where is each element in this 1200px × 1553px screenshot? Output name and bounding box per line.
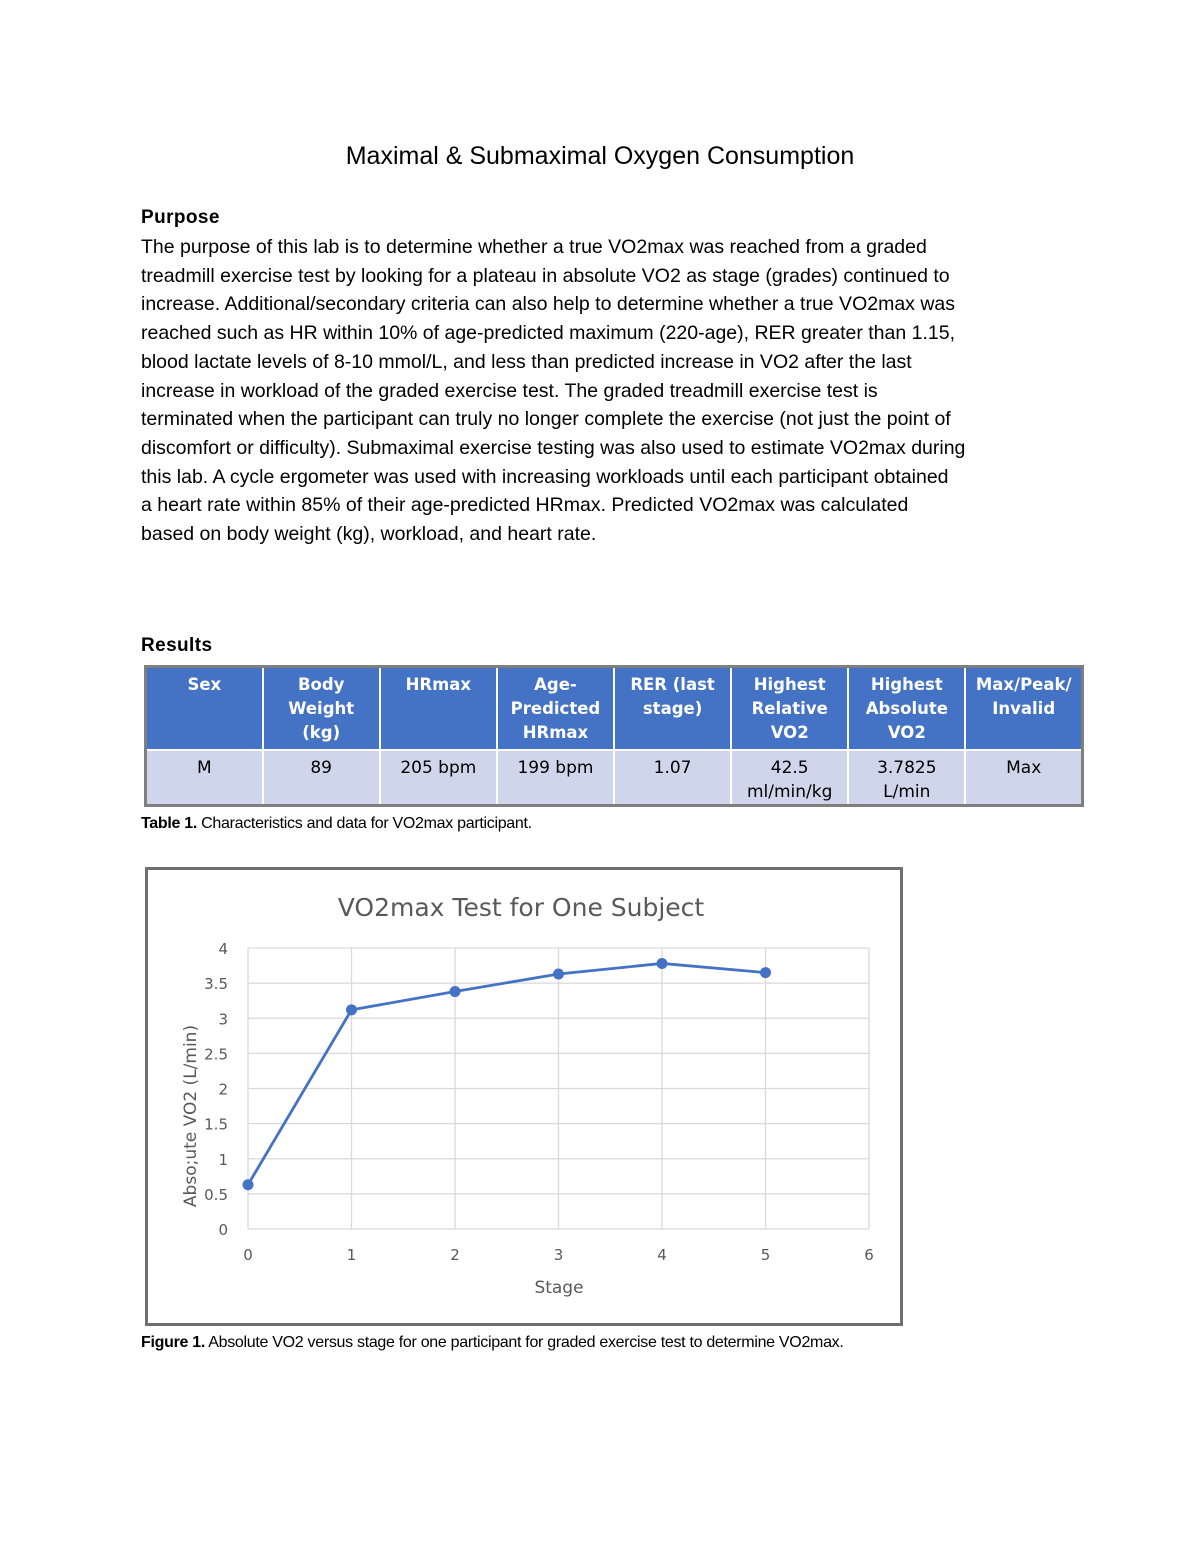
data-point (346, 1004, 357, 1015)
header-line: Highest (870, 675, 943, 694)
header-hrmax (380, 667, 497, 751)
header-line: VO2 (887, 723, 926, 742)
table-caption-text: Characteristics and data for VO2max participant. (197, 815, 532, 832)
x-tick-label: 6 (864, 1246, 874, 1264)
series-line (248, 963, 766, 1184)
table-header-row (146, 667, 1083, 751)
y-tick-label: 0 (218, 1221, 228, 1239)
cell-line: 3.7825 (877, 758, 937, 778)
purpose-paragraph (141, 233, 1071, 549)
header-line: Sex (187, 675, 222, 694)
table-caption (141, 815, 532, 833)
y-tick-label: 0.5 (204, 1185, 228, 1204)
x-tick-label: 2 (450, 1246, 460, 1264)
header-highest-relative-vo2 (731, 667, 848, 751)
data-point (243, 1179, 254, 1190)
header-max-peak-invalid (965, 667, 1082, 751)
purpose-line: based on body weight (kg), workload, and heart rate. (141, 523, 597, 546)
cell-line: L/min (883, 782, 931, 802)
data-point (760, 967, 771, 978)
y-axis-label: Abso;ute VO2 (L/min) (181, 1024, 201, 1208)
cell-sex (146, 750, 263, 806)
header-body-weight (263, 667, 380, 751)
cell-body-weight (263, 750, 380, 806)
figure-caption-text: Absolute VO2 versus stage for one participant for graded exercise test to determine VO2max. (204, 1334, 844, 1351)
results-table (144, 665, 1084, 807)
figure-caption-label: Figure 1. (141, 1334, 205, 1351)
figure-caption (141, 1334, 844, 1352)
chart-ticks (204, 940, 874, 1264)
purpose-line: this lab. A cycle ergometer was used with increasing workloads until each participant obtained (141, 465, 949, 488)
purpose-line: increase. Additional/secondary criteria can also help to determine whether a true VO2max was (141, 293, 956, 316)
cell-line: 1.07 (653, 758, 692, 778)
header-line: Weight (kg) (288, 699, 355, 742)
header-line: VO2 (770, 723, 809, 742)
purpose-line: increase in workload of the graded exercise test. The graded treadmill exercise test is (141, 379, 878, 402)
purpose-line: treadmill exercise test by looking for a plateau in absolute VO2 as stage (grades) continued to (141, 264, 950, 287)
header-line: Age- (534, 675, 577, 694)
purpose-line: a heart rate within 85% of their age-predicted HRmax. Predicted VO2max was calculated (141, 494, 909, 517)
y-tick-label: 2.5 (204, 1045, 228, 1064)
cell-line: 89 (310, 758, 332, 778)
header-line: Body (297, 675, 345, 694)
y-tick-label: 1.5 (204, 1115, 228, 1134)
header-line: Max/Peak/ (975, 675, 1072, 694)
y-tick-label: 3.5 (204, 975, 228, 994)
cell-highest-absolute-vo2 (848, 750, 965, 806)
x-tick-label: 1 (346, 1246, 357, 1264)
page-title: Maximal & Submaximal Oxygen Consumption (345, 142, 855, 170)
y-tick-label: 3 (218, 1010, 228, 1029)
y-tick-label: 2 (218, 1080, 228, 1099)
chart-grid (248, 948, 869, 1229)
cell-line: 42.5 (770, 758, 809, 778)
purpose-line: blood lactate levels of 8-10 mmol/L, and less than predicted increase in VO2 after the last (141, 350, 912, 373)
purpose-heading: Purpose (141, 207, 220, 228)
cell-rer (614, 750, 731, 806)
cell-max-peak-invalid (965, 750, 1082, 806)
header-line: Predicted (510, 699, 601, 718)
cell-line: M (196, 758, 212, 778)
cell-line: ml/min/kg (746, 782, 833, 802)
header-line: Invalid (992, 699, 1056, 718)
purpose-line: The purpose of this lab is to determine whether a true VO2max was reached from a graded (141, 236, 927, 258)
chart-title: VO2max Test for One Subject (337, 893, 705, 922)
purpose-line: discomfort or difficulty). Submaximal exercise testing was also used to estimate VO2max during (141, 436, 966, 459)
header-highest-absolute-vo2 (848, 667, 965, 751)
cell-highest-relative-vo2 (731, 750, 848, 806)
purpose-line: reached such as HR within 10% of age-predicted maximum (220-age), RER greater than 1.15, (141, 322, 955, 345)
x-tick-label: 0 (243, 1246, 253, 1264)
data-point (450, 986, 461, 997)
header-line: Highest (753, 675, 826, 694)
y-tick-label: 1 (218, 1150, 228, 1169)
header-line: HRmax (522, 723, 589, 742)
vo2-line-chart (148, 870, 900, 1323)
cell-age-predicted-hrmax (497, 750, 614, 806)
table-row (146, 750, 1083, 806)
header-line: stage) (642, 699, 703, 718)
header-age-predicted-hrmax (497, 667, 614, 751)
cell-line: 199 bpm (517, 758, 594, 778)
chart-series (243, 958, 772, 1190)
header-rer (614, 667, 731, 751)
data-point (553, 968, 564, 979)
cell-line: Max (1006, 758, 1042, 778)
table-caption-label: Table 1. (141, 815, 197, 832)
header-sex (146, 667, 263, 751)
x-axis-label: Stage (534, 1278, 584, 1298)
x-tick-label: 5 (760, 1246, 771, 1264)
x-tick-label: 3 (553, 1246, 564, 1264)
cell-line: 205 bpm (400, 758, 477, 778)
data-point (657, 958, 668, 969)
chart-frame (145, 867, 903, 1326)
cell-hrmax (380, 750, 497, 806)
purpose-line: terminated when the participant can truly no longer complete the exercise (not just the point of (141, 408, 951, 431)
results-heading: Results (141, 635, 213, 656)
x-tick-label: 4 (657, 1246, 667, 1264)
header-line: Absolute (865, 699, 948, 718)
header-line: HRmax (405, 675, 472, 694)
header-line: RER (last (630, 675, 715, 694)
header-line: Relative (751, 699, 828, 718)
y-tick-label: 4 (218, 940, 228, 958)
